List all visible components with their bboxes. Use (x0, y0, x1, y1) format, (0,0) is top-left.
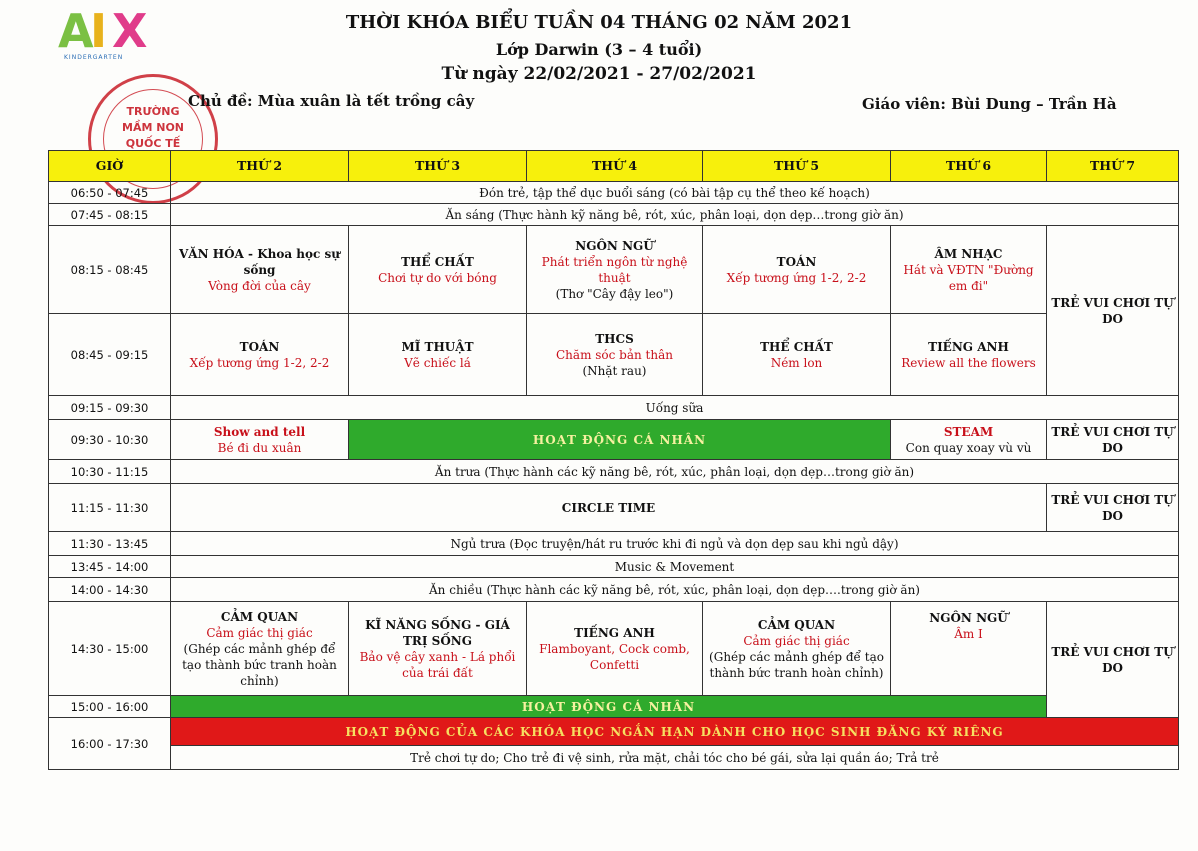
subject-detail: Xếp tương ứng 1-2, 2-2 (189, 355, 330, 370)
time-cell: 15:00 - 16:00 (49, 696, 171, 718)
topic: Chủ đề: Mùa xuân là tết trồng cây (188, 92, 475, 110)
free-play-cell: TRẺ VUI CHƠI TỰ DO (1047, 420, 1179, 460)
subject-detail: Vòng đời của cây (208, 278, 311, 293)
table-row (49, 314, 1179, 396)
subject-detail: Bảo vệ cây xanh - Lá phổi của trái đất (359, 649, 516, 680)
col-tue: THỨ 3 (349, 151, 527, 182)
subject-detail: Review all the flowers (901, 355, 1036, 370)
free-play-cell: TRẺ VUI CHƠI TỰ DO (1047, 484, 1179, 532)
activity-cell (527, 226, 703, 314)
activity-cell (891, 226, 1047, 314)
time-cell: 08:45 - 09:15 (49, 314, 171, 396)
table-row (49, 420, 1179, 460)
activity-cell (527, 314, 703, 396)
table-row (49, 556, 1179, 578)
col-wed: THỨ 4 (527, 151, 703, 182)
col-time: GIỜ (49, 151, 171, 182)
time-cell: 14:00 - 14:30 (49, 578, 171, 602)
subject-title: CẢM QUAN (757, 617, 836, 632)
time-cell: 08:15 - 08:45 (49, 226, 171, 314)
subject-detail: Chăm sóc bản thân (556, 347, 673, 362)
subject-title: TIẾNG ANH (928, 339, 1009, 354)
table-row (49, 532, 1179, 556)
header-row (49, 151, 1179, 182)
subject-note: (Ghép các mảnh ghép để tạo thành bức tranh hoàn chỉnh) (182, 641, 337, 688)
activity-cell: Uống sữa (171, 396, 1179, 420)
logo-letter-i: I (90, 4, 108, 58)
table-row (49, 484, 1179, 532)
subject-detail: Cảm giác thị giác (743, 633, 850, 648)
time-cell: 11:30 - 13:45 (49, 532, 171, 556)
subject-note: (Thơ "Cây đậy leo") (555, 286, 674, 301)
subject-title: NGÔN NGỮ (575, 238, 654, 253)
individual-activity-bar: HOẠT ĐỘNG CÁ NHÂN (349, 420, 891, 460)
activity-cell (171, 226, 349, 314)
subject-title: NGÔN NGỮ (929, 611, 1008, 625)
activity-cell (703, 226, 891, 314)
table-row (49, 718, 1179, 746)
activity-cell: Ăn chiều (Thực hành các kỹ năng bê, rót, xúc, phân loại, dọn dẹp….trong giờ ăn) (171, 578, 1179, 602)
time-cell: 13:45 - 14:00 (49, 556, 171, 578)
table-row (49, 204, 1179, 226)
table-row (49, 602, 1179, 696)
free-play-cell: TRẺ VUI CHƠI TỰ DO (1047, 226, 1179, 396)
subject-title: CẢM QUAN (220, 609, 299, 624)
time-cell: 11:15 - 11:30 (49, 484, 171, 532)
logo-letter-x: X (112, 4, 148, 58)
subject-title: THỂ CHẤT (401, 254, 474, 269)
activity-cell (891, 314, 1047, 396)
subject-detail: Phát triển ngôn từ nghệ thuật (541, 254, 688, 285)
activity-cell (171, 420, 349, 460)
table-row (49, 746, 1179, 770)
subject-detail: Bé đi du xuân (217, 440, 302, 455)
subject-note: (Ghép các mảnh ghép để tạo thành bức tranh hoàn chỉnh) (709, 649, 884, 680)
time-cell: 10:30 - 11:15 (49, 460, 171, 484)
teacher: Giáo viên: Bùi Dung – Trần Hà (862, 95, 1117, 113)
time-cell: 09:30 - 10:30 (49, 420, 171, 460)
subject-note: (Nhặt rau) (582, 363, 647, 378)
short-course-bar: HOẠT ĐỘNG CỦA CÁC KHÓA HỌC NGẮN HẠN DÀNH CHO HỌC SINH ĐĂNG KÝ RIÊNG (171, 718, 1179, 746)
date-range: Từ ngày 22/02/2021 - 27/02/2021 (441, 64, 757, 84)
subject-title: THCS (595, 331, 634, 346)
activity-cell: Ngủ trưa (Đọc truyện/hát ru trước khi đi ngủ và dọn dẹp sau khi ngủ dậy) (171, 532, 1179, 556)
activity-cell (171, 314, 349, 396)
subject-detail: Con quay xoay vù vù (905, 440, 1032, 455)
subject-detail: Flamboyant, Cock comb, Confetti (539, 641, 690, 672)
table-row (49, 696, 1179, 718)
time-cell: 16:00 - 17:30 (49, 718, 171, 770)
activity-cell (171, 602, 349, 696)
activity-cell (349, 226, 527, 314)
logo-subtitle: KINDERGARTEN (64, 54, 124, 61)
table-row (49, 182, 1179, 204)
class-name: Lớp Darwin (3 – 4 tuổi) (495, 40, 703, 59)
activity-cell: Ăn trưa (Thực hành các kỹ năng bê, rót, xúc, phân loại, dọn dẹp…trong giờ ăn) (171, 460, 1179, 484)
table-row (49, 460, 1179, 484)
stamp-line-1: TRƯỜNG (126, 105, 180, 118)
schedule-title: THỜI KHÓA BIỂU TUẦN 04 THÁNG 02 NĂM 2021 (345, 12, 853, 33)
table-row (49, 578, 1179, 602)
subject-detail: Chơi tự do với bóng (378, 270, 497, 285)
activity-cell (891, 602, 1047, 696)
logo-letter-a: A (58, 4, 94, 58)
subject-title: THỂ CHẤT (760, 339, 833, 354)
activity-cell (703, 314, 891, 396)
subject-detail: Ném lon (770, 355, 823, 370)
time-cell: 14:30 - 15:00 (49, 602, 171, 696)
col-sat: THỨ 7 (1047, 151, 1179, 182)
activity-cell (527, 602, 703, 696)
activity-cell: Trẻ chơi tự do; Cho trẻ đi vệ sinh, rửa mặt, chải tóc cho bé gái, sửa lại quần áo; Trả trẻ (171, 746, 1179, 770)
activity-cell (891, 420, 1047, 460)
table-row (49, 396, 1179, 420)
table-row (49, 226, 1179, 314)
stamp-line-3: QUỐC TẾ (125, 137, 181, 150)
subject-detail: Xếp tương ứng 1-2, 2-2 (726, 270, 867, 285)
col-thu: THỨ 5 (703, 151, 891, 182)
subject-title: ÂM NHẠC (934, 246, 1003, 261)
individual-activity-bar: HOẠT ĐỘNG CÁ NHÂN (171, 696, 1047, 718)
col-fri: THỨ 6 (891, 151, 1047, 182)
subject-title: TOÁN (776, 254, 817, 269)
col-mon: THỨ 2 (171, 151, 349, 182)
time-cell: 07:45 - 08:15 (49, 204, 171, 226)
subject-title: TOÁN (239, 339, 280, 354)
activity-cell: Đón trẻ, tập thể dục buổi sáng (có bài tập cụ thể theo kế hoạch) (171, 182, 1179, 204)
free-play-cell: TRẺ VUI CHƠI TỰ DO (1047, 602, 1179, 718)
subject-title: STEAM (943, 424, 994, 439)
activity-cell (349, 602, 527, 696)
subject-title: VĂN HÓA - Khoa học sự sống (178, 246, 340, 277)
stamp-line-2: MẦM NON (122, 121, 184, 134)
activity-cell (349, 314, 527, 396)
subject-detail: Âm I (954, 627, 983, 641)
time-cell: 09:15 - 09:30 (49, 396, 171, 420)
subject-title: TIẾNG ANH (574, 625, 655, 640)
activity-cell (703, 602, 891, 696)
circle-time-cell: CIRCLE TIME (171, 484, 1047, 532)
subject-title: Show and tell (213, 424, 306, 439)
subject-title: KĨ NĂNG SỐNG - GIÁ TRỊ SỐNG (365, 617, 510, 648)
time-cell: 06:50 - 07:45 (49, 182, 171, 204)
subject-detail: Vẽ chiếc lá (404, 355, 471, 370)
activity-cell: Ăn sáng (Thực hành kỹ năng bê, rót, xúc, phân loại, dọn dẹp…trong giờ ăn) (171, 204, 1179, 226)
timetable (48, 150, 1179, 770)
subject-title: MĨ THUẬT (401, 339, 474, 354)
subject-detail: Cảm giác thị giác (206, 625, 313, 640)
subject-detail: Hát và VĐTN "Đường em đi" (903, 262, 1034, 293)
activity-cell: Music & Movement (171, 556, 1179, 578)
